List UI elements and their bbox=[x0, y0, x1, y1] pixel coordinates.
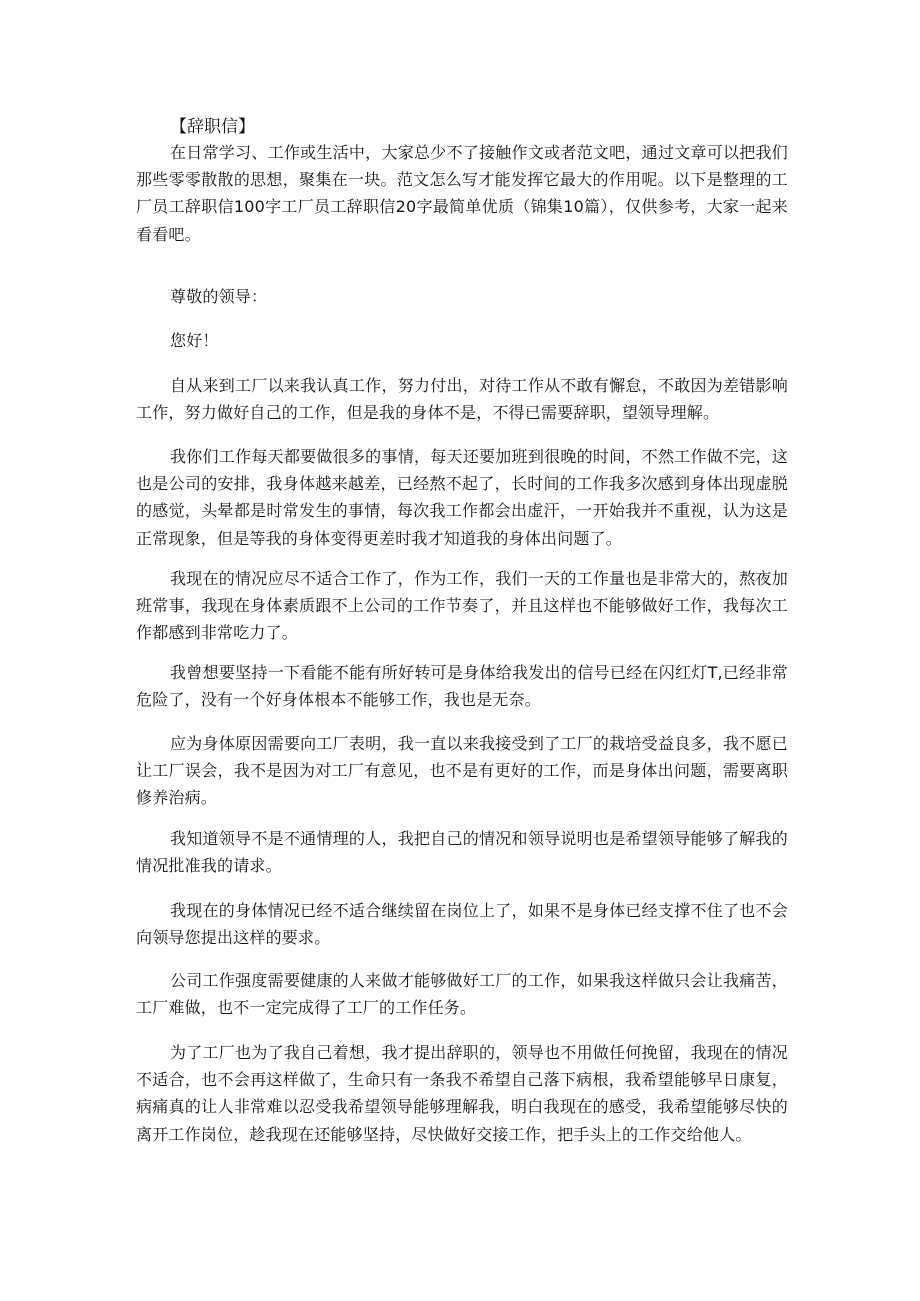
body-paragraph: 自从来到工厂以来我认真工作，努力付出，对待工作从不敢有懈怠，不敢因为差错影响工作，努力做好自己的工作，但是我的身体不是，不得已需要辞职，望领导理解。 bbox=[136, 376, 788, 423]
body-paragraph: 我曾想要坚持一下看能不能有所好转可是身体给我发出的信号已经在闪红灯T,已经非常危险了，没有一个好身体根本不能够工作，我也是无奈。 bbox=[136, 663, 788, 710]
body-paragraph: 我你们工作每天都要做很多的事情，每天还要加班到很晚的时间，不然工作做不完，这也是公司的安排，我身体越来越差，已经熬不起了，长时间的工作我多次感到身体出现虚脱的感觉，头晕都是时常发生的事情，每次我工作都会出虚汗，一开始我并不重视，认为这是正常现象，但是等我的身体变得更差时我才知道我的身体出问题了。 bbox=[136, 447, 788, 548]
body-paragraph: 为了工厂也为了我自己着想，我才提出辞职的，领导也不用做任何挽留，我现在的情况不适合，也不会再这样做了，生命只有一条我不希望自己落下病根，我希望能够早日康复，病痛真的让人非常难以忍受我希望领导能够理解我，明白我现在的感受，我希望能够尽快的离开工作岗位，趁我现在还能够坚持，尽快做好交接工作，把手头上的工作交给他人。 bbox=[136, 1043, 788, 1144]
body-paragraph: 应为身体原因需要向工厂表明，我一直以来我接受到了工厂的栽培受益良多，我不愿已让工厂误会，我不是因为对工厂有意见，也不是有更好的工作，而是身体出问题，需要离职修养治病。 bbox=[136, 734, 788, 808]
greeting: 您好！ bbox=[170, 331, 219, 350]
body-paragraph: 公司工作强度需要健康的人来做才能够做好工厂的工作，如果我这样做只会让我痛苦，工厂难做，也不一定完成得了工厂的工作任务。 bbox=[136, 971, 788, 1018]
document-title: 【辞职信】 bbox=[170, 117, 255, 137]
body-paragraph: 我知道领导不是不通情理的人，我把自己的情况和领导说明也是希望领导能够了解我的情况批准我的请求。 bbox=[136, 829, 788, 876]
body-paragraph: 我现在的情况应尽不适合工作了，作为工作，我们一天的工作量也是非常大的，熬夜加班常事，我现在身体素质跟不上公司的工作节奏了，并且这样也不能够做好工作，我每次工作都感到非常吃力了。 bbox=[136, 569, 788, 643]
intro-paragraph: 在日常学习、工作或生活中，大家总少不了接触作文或者范文吧，通过文章可以把我们那些零零散散的思想，聚集在一块。范文怎么写才能发挥它最大的作用呢。以下是整理的工厂员工辞职信100字工厂员工辞职信20字最简单优质（锦集10篇），仅供参考，大家一起来看看吧。 bbox=[136, 143, 788, 244]
salutation: 尊敬的领导： bbox=[170, 287, 268, 306]
body-paragraph: 我现在的身体情况已经不适合继续留在岗位上了，如果不是身体已经支撑不住了也不会向领导您提出这样的要求。 bbox=[136, 901, 788, 948]
